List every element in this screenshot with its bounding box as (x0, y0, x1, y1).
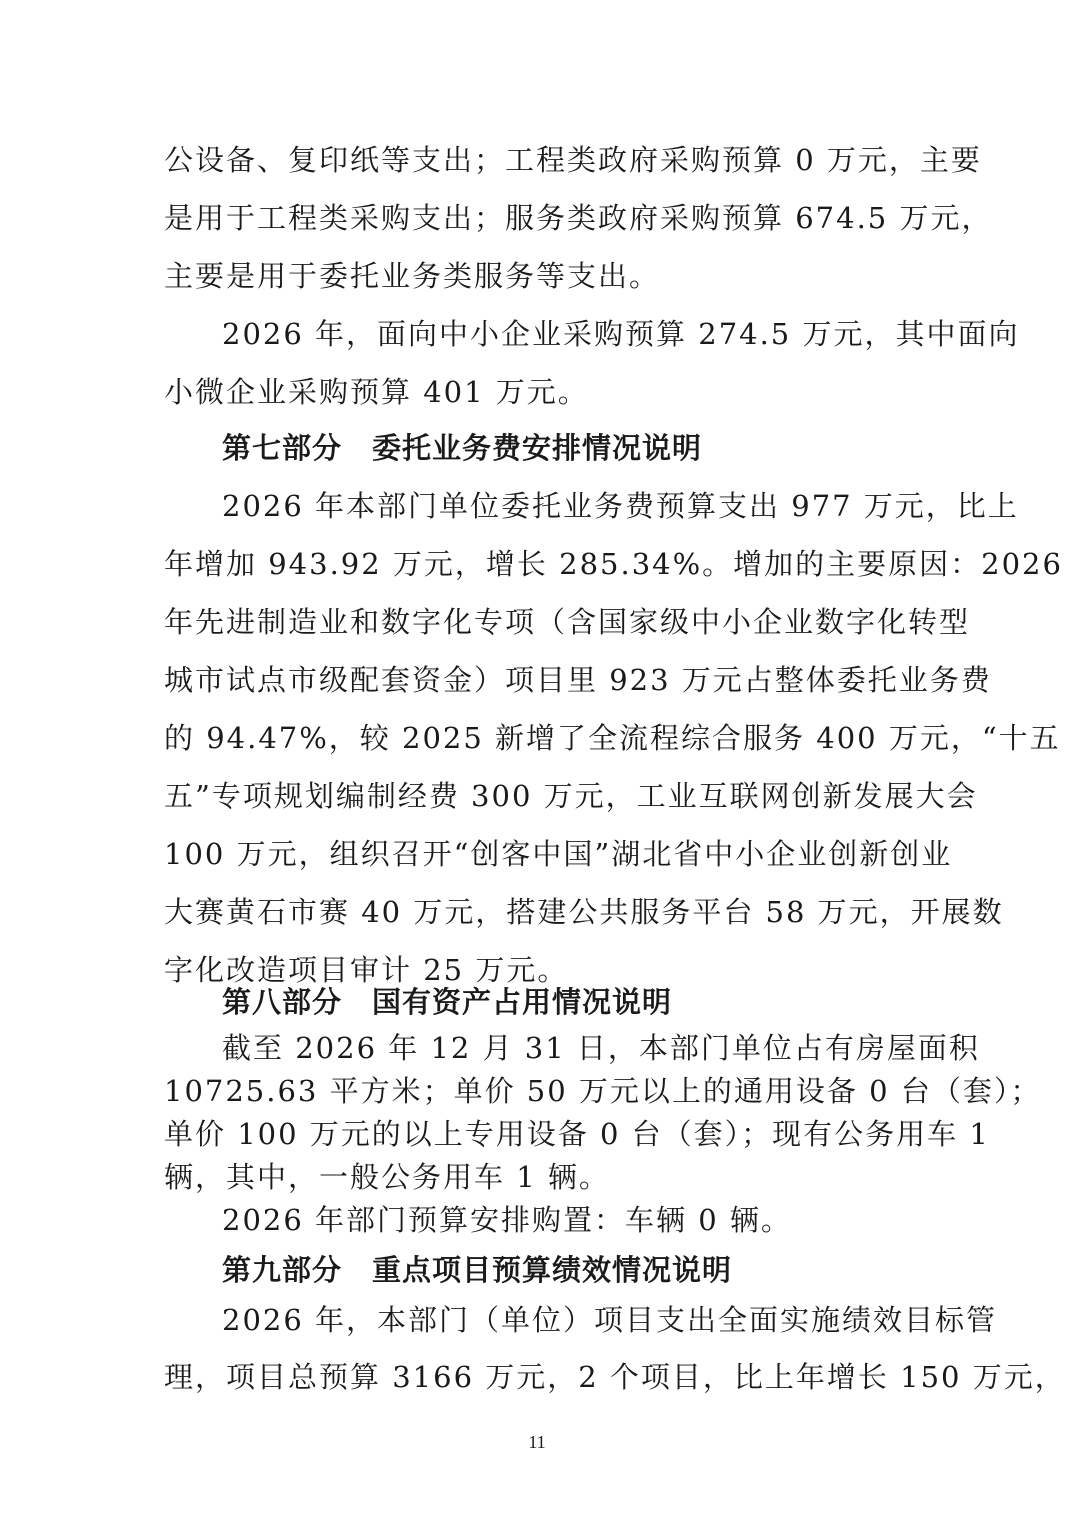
body-line: 五”专项规划编制经费 300 万元，工业互联网创新发展大会 (164, 779, 978, 813)
body-line: 截至 2026 年 12 月 31 日，本部门单位占有房屋面积 (222, 1031, 980, 1065)
body-line: 辆，其中，一般公务用车 1 辆。 (164, 1160, 610, 1194)
page-number: 11 (528, 1432, 546, 1452)
body-line: 理，项目总预算 3166 万元，2 个项目，比上年增长 150 万元， (164, 1360, 1066, 1394)
body-line: 小微企业采购预算 401 万元。 (164, 375, 589, 409)
body-line: 2026 年，本部门（单位）项目支出全面实施绩效目标管 (222, 1303, 998, 1337)
body-line: 2026 年本部门单位委托业务费预算支出 977 万元，比上 (222, 489, 1019, 523)
body-line: 大赛黄石市赛 40 万元，搭建公共服务平台 58 万元，开展数 (164, 895, 1004, 929)
body-line: 单价 100 万元的以上专用设备 0 台（套）；现有公务用车 1 (164, 1117, 990, 1151)
body-line: 100 万元，组织召开“创客中国”湖北省中小企业创新创业 (164, 837, 953, 871)
section-heading-part9 (222, 1250, 732, 1290)
body-line: 城市试点市级配套资金）项目里 923 万元占整体委托业务费 (164, 663, 992, 697)
body-line: 是用于工程类采购支出；服务类政府采购预算 674.5 万元， (164, 201, 993, 235)
section-title: 委托业务费安排情况说明 (372, 431, 703, 465)
section-title: 重点项目预算绩效情况说明 (372, 1253, 733, 1287)
section-heading-part8 (222, 982, 672, 1022)
section-number: 第九部分 (222, 1253, 343, 1287)
body-line: 字化改造项目审计 25 万元。 (164, 953, 569, 987)
section-heading-part7 (222, 428, 702, 468)
body-line: 主要是用于委托业务类服务等支出。 (164, 259, 661, 293)
body-line: 的 94.47%，较 2025 新增了全流程综合服务 400 万元，“十五 (164, 721, 1061, 755)
section-title: 国有资产占用情况说明 (372, 985, 673, 1019)
section-number: 第八部分 (222, 985, 343, 1019)
body-line: 公设备、复印纸等支出；工程类政府采购预算 0 万元，主要 (164, 143, 982, 177)
body-line: 2026 年部门预算安排购置：车辆 0 辆。 (222, 1203, 792, 1237)
body-line: 年先进制造业和数字化专项（含国家级中小企业数字化转型 (164, 605, 971, 639)
body-line: 10725.63 平方米；单价 50 万元以上的通用设备 0 台（套）； (164, 1074, 1042, 1108)
body-line: 年增加 943.92 万元，增长 285.34%。增加的主要原因：2026 (164, 547, 1063, 581)
body-line: 2026 年，面向中小企业采购预算 274.5 万元，其中面向 (222, 317, 1020, 351)
section-number: 第七部分 (222, 431, 343, 465)
